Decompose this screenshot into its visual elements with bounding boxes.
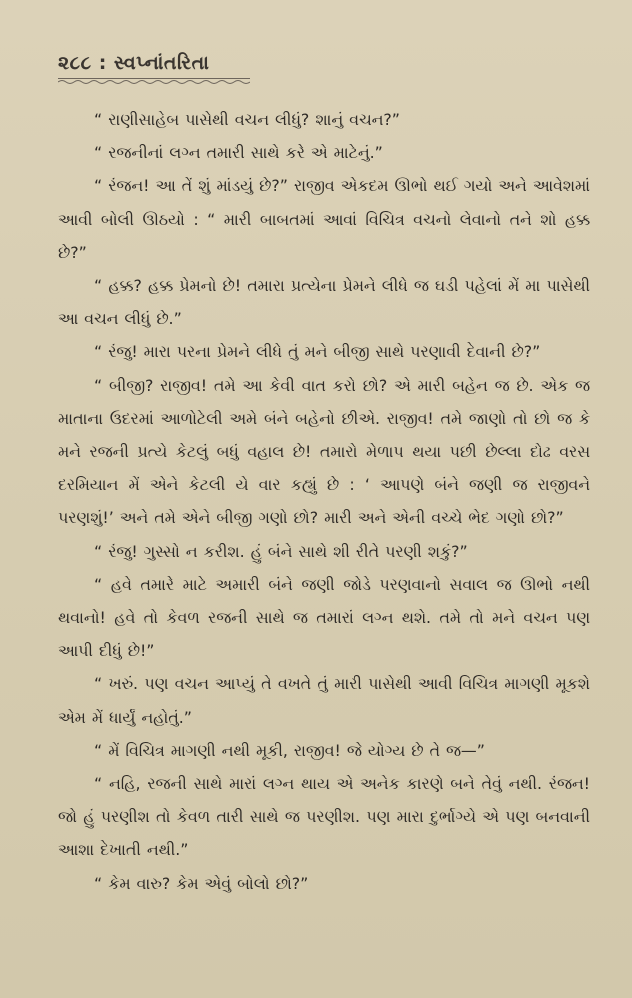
wavy-rule-icon [58,79,250,85]
page-number: ૨૮૮ [58,52,92,74]
page-body [58,103,590,900]
paragraph: “ બીજી? રાજીવ! તમે આ કેવી વાત કરો છો? એ મારી બહેન જ છે. એક જ માતાના ઉદરમાં આળોટેલી અમે બંને બહેનો છીએ. રાજીવ! તમે જાણો તો છો જ કે મને રજની પ્રત્યે કેટલું બધું વહાલ છે! તમારો મેળાપ થયા પછી છેલ્લા દોઢ વરસ દરમિયાન મેં એને કેટલી યે વાર કહ્યું છે : ‘ આપણે બંને જણી જ રાજીવને પરણશું!’ અને તમે એને બીજી ગણો છો? મારી અને એની વચ્ચે ભેદ ગણો છો?” [58,375,591,528]
paragraph: “ રંજન! આ તેં શું માંડયું છે?” રાજીવ એકદમ ઊભો થઈ ગયો અને આવેશમાં આવી બોલી ઊઠયો : “ મારી બાબતમાં આવાં વિચિત્ર વચનો લેવાનો તને શો હક્ક છે?” [58,176,590,262]
paragraph: “ કેમ વારુ? કેમ એવું બોલો છો?” [94,873,309,893]
paragraph: “ રજનીનાં લગ્ન તમારી સાથે કરે એ માટેનું.” [94,143,383,163]
paragraph: “ રંજુ! મારા પરના પ્રેમને લીધે તું મને બીજી સાથે પરણાવી દેવાની છે?” [94,342,541,362]
paragraph: “ હક્ક? હક્ક પ્રેમનો છે! તમારા પ્રત્યેના પ્રેમને લીધે જ ઘડી પહેલાં મેં મા પાસેથી આ વચન લીધું છે.” [58,276,590,329]
paragraph: “ રંજુ! ગુસ્સો ન કરીશ. હું બંને સાથે શી રીતે પરણી શકું?” [94,541,468,561]
paragraph: “ હવે તમારે માટે અમારી બંને જણી જોડે પરણવાનો સવાલ જ ઊભો નથી થવાનો! હવે તો કેવળ રજની સાથે જ તમારાં લગ્ન થશે. તમે તો મને વચન પણ આપી દીધું છે!” [58,574,590,661]
chapter-title: સ્વપ્નાંતરિતા [113,52,210,74]
header-rule [58,78,250,85]
paragraph: “ ખરું. પણ વચન આપ્યું તે વખતે તું મારી પાસેથી આવી વિચિત્ર માગણી મૂકશે એમ મેં ધાર્યું નહોતું.” [58,674,590,727]
page-header [58,52,590,85]
paragraph: “ મેં વિચિત્ર માગણી નથી મૂકી, રાજીવ! જે યોગ્ય છે તે જ—” [94,740,485,760]
running-head [58,52,209,74]
paragraph: “ રાણીસાહેબ પાસેથી વચન લીધું? શાનું વચન?” [94,110,400,129]
paragraph: “ નહિ, રજની સાથે મારાં લગ્ન થાય એ અનેક કારણે બને તેવું નથી. રંજન! જો હું પરણીશ તો કેવળ તારી સાથે જ પરણીશ. પણ મારા દુર્ભાગ્યે એ પણ બનવાની આશા દેખાતી નથી.” [58,774,590,860]
header-separator: : [98,52,107,74]
